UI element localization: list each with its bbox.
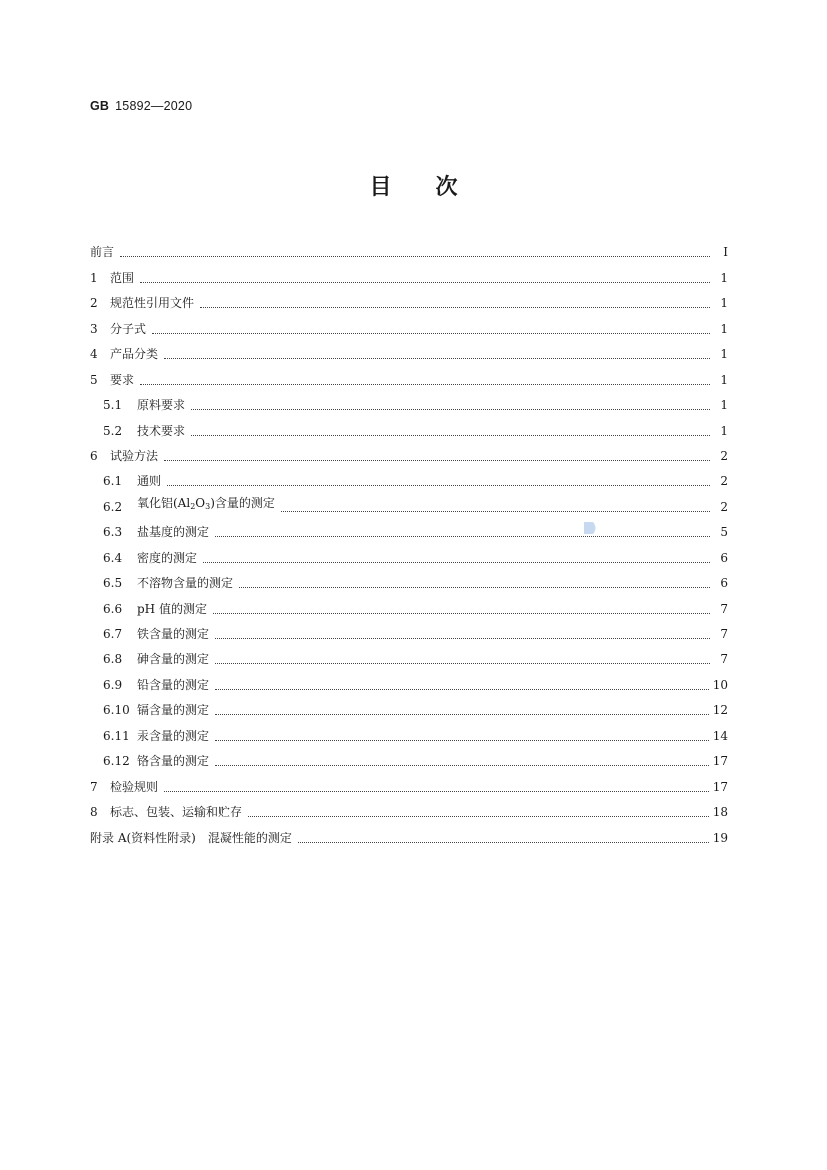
- toc-entry-label: 前言: [90, 245, 115, 260]
- toc-entry-6-11[interactable]: [90, 719, 728, 744]
- toc-entry-page: 18: [712, 805, 728, 820]
- title-char-2: 次: [435, 175, 458, 200]
- toc-entry-6-12[interactable]: [90, 745, 728, 770]
- toc-entry-label: 规范性引用文件: [110, 296, 195, 311]
- toc-entry-label: 原料要求: [137, 398, 186, 413]
- toc-entry-label: 密度的测定: [137, 550, 198, 565]
- dot-leader: [298, 842, 709, 843]
- standard-number: 15892—2020: [115, 99, 193, 113]
- toc-entry-7[interactable]: [90, 770, 728, 795]
- toc-entry-label: 汞含量的测定: [137, 728, 210, 743]
- toc-entry-6[interactable]: [90, 440, 728, 465]
- toc-entry-label: 通则: [137, 474, 162, 489]
- toc-entry-number: 6.3: [103, 525, 123, 540]
- toc-entry-6-10[interactable]: [90, 694, 728, 719]
- dot-leader: [140, 384, 710, 385]
- dot-leader: [213, 613, 710, 614]
- toc-entry-page: Ⅰ: [723, 245, 728, 260]
- toc-entry-number: 5: [90, 372, 98, 387]
- toc-entry-page: 1: [720, 296, 728, 311]
- title-char-1: 目: [369, 175, 392, 200]
- toc-entry-label: 检验规则: [110, 779, 159, 794]
- toc-entry-number: 5.1: [103, 398, 123, 413]
- toc-entry-number: 2: [90, 296, 98, 311]
- toc-entry-page: 5: [720, 525, 728, 540]
- toc-entry-page: 19: [712, 830, 728, 845]
- dot-leader: [215, 689, 709, 690]
- toc-entry-label: 铅含量的测定: [137, 677, 210, 692]
- toc-entry-6-4[interactable]: [90, 541, 728, 566]
- subscript: 2: [190, 501, 196, 511]
- toc-entry-label: 范围: [110, 270, 135, 285]
- dot-leader: [248, 816, 709, 817]
- table-of-contents: [90, 236, 728, 847]
- toc-entry-number: 6: [90, 448, 98, 463]
- dot-leader: [215, 638, 710, 639]
- toc-entry-6-1[interactable]: [90, 465, 728, 490]
- toc-entry-number: 3: [90, 321, 98, 336]
- toc-entry-label: pH 值的测定: [137, 601, 207, 616]
- toc-entry-number: 6.1: [103, 474, 123, 489]
- toc-entry-foreword[interactable]: [90, 236, 728, 261]
- toc-entry-number: 6.11: [103, 728, 130, 743]
- page-title: [0, 170, 827, 201]
- toc-entry-label: [137, 494, 275, 516]
- toc-entry-number: 6.8: [103, 652, 123, 667]
- toc-entry-number: 6.9: [103, 677, 123, 692]
- toc-entry-label: 铁含量的测定: [137, 627, 210, 641]
- toc-entry-page: 1: [720, 270, 728, 285]
- toc-entry-8[interactable]: [90, 796, 728, 821]
- dot-leader: [152, 333, 710, 334]
- dot-leader: [239, 587, 710, 588]
- toc-entry-page: 6: [720, 550, 728, 565]
- toc-entry-number: 6.10: [103, 703, 130, 718]
- label-part: )含量的测定: [210, 495, 275, 510]
- dot-leader: [164, 791, 709, 792]
- toc-entry-6-2[interactable]: [90, 490, 728, 515]
- toc-entry-number: 6.4: [103, 550, 123, 565]
- toc-entry-number: 6.12: [103, 754, 130, 769]
- toc-entry-page: 7: [720, 601, 728, 616]
- dot-leader: [191, 409, 710, 410]
- subscript: 3: [205, 501, 211, 511]
- standard-prefix: GB: [90, 99, 110, 113]
- toc-entry-page: 1: [720, 398, 728, 413]
- toc-entry-number: 6.6: [103, 601, 123, 616]
- toc-entry-number: 6.5: [103, 576, 123, 591]
- toc-entry-label: 试验方法: [110, 448, 159, 463]
- toc-entry-label: 产品分类: [110, 347, 159, 362]
- dot-leader: [215, 663, 710, 664]
- toc-entry-page: 1: [720, 372, 728, 387]
- dot-leader: [164, 358, 710, 359]
- toc-entry-number: 8: [90, 805, 98, 820]
- toc-entry-number: 5.2: [103, 423, 123, 438]
- dot-leader: [215, 536, 710, 537]
- toc-entry-6-6[interactable]: [90, 592, 728, 617]
- toc-entry-5[interactable]: [90, 363, 728, 388]
- toc-entry-6-8[interactable]: [90, 643, 728, 668]
- toc-entry-label: 不溶物含量的测定: [137, 576, 234, 591]
- dot-leader: [203, 562, 710, 563]
- toc-entry-page: 12: [712, 703, 728, 718]
- toc-entry-6-7[interactable]: [90, 618, 728, 643]
- dot-leader: [281, 511, 710, 512]
- toc-entry-6-3[interactable]: [90, 516, 728, 541]
- dot-leader: [167, 485, 710, 486]
- toc-entry-page: 17: [712, 754, 728, 769]
- toc-entry-label: 分子式: [110, 321, 147, 336]
- toc-entry-number: 1: [90, 270, 98, 285]
- toc-entry-page: 14: [712, 728, 728, 743]
- dot-leader: [200, 307, 710, 308]
- toc-entry-appendix-a[interactable]: [90, 821, 728, 846]
- toc-entry-page: 2: [720, 474, 728, 489]
- label-part: 氧化铝(Al: [137, 495, 191, 510]
- toc-entry-page: 10: [712, 677, 728, 692]
- dot-leader: [215, 765, 709, 766]
- toc-entry-label: 铬含量的测定: [137, 754, 210, 769]
- toc-entry-page: 1: [720, 321, 728, 336]
- toc-entry-label: 要求: [110, 372, 135, 387]
- toc-entry-page: 2: [720, 499, 728, 514]
- toc-entry-page: 1: [720, 423, 728, 438]
- toc-entry-page: 17: [712, 779, 728, 794]
- dot-leader: [120, 256, 710, 257]
- dot-leader: [215, 714, 709, 715]
- toc-entry-page: 2: [720, 448, 728, 463]
- toc-entry-page: 7: [720, 652, 728, 667]
- label-part: O: [195, 495, 206, 510]
- dot-leader: [140, 282, 710, 283]
- dot-leader: [215, 740, 709, 741]
- toc-entry-number: 4: [90, 347, 98, 362]
- toc-entry-label: 附录 A(资料性附录) 混凝性能的测定: [90, 830, 292, 845]
- toc-entry-number: 7: [90, 779, 98, 794]
- toc-entry-page: 7: [720, 627, 728, 641]
- toc-entry-3[interactable]: [90, 312, 728, 337]
- toc-entry-label: 盐基度的测定: [137, 525, 210, 540]
- toc-entry-5-2[interactable]: [90, 414, 728, 439]
- toc-entry-6-9[interactable]: [90, 668, 728, 693]
- toc-entry-2[interactable]: [90, 287, 728, 312]
- dot-leader: [164, 460, 710, 461]
- toc-entry-page: 1: [720, 347, 728, 362]
- toc-entry-label: 镉含量的测定: [137, 703, 210, 718]
- toc-entry-number: 6.7: [103, 627, 123, 641]
- toc-entry-label: 技术要求: [137, 423, 186, 438]
- toc-entry-label: 标志、包装、运输和贮存: [110, 805, 243, 820]
- toc-entry-1[interactable]: [90, 261, 728, 286]
- dot-leader: [191, 435, 710, 436]
- toc-entry-label: 砷含量的测定: [137, 652, 210, 667]
- toc-entry-4[interactable]: [90, 338, 728, 363]
- toc-entry-number: 6.2: [103, 499, 123, 514]
- toc-entry-5-1[interactable]: [90, 389, 728, 414]
- standard-code: [90, 99, 192, 113]
- toc-entry-6-5[interactable]: [90, 567, 728, 592]
- toc-entry-page: 6: [720, 576, 728, 591]
